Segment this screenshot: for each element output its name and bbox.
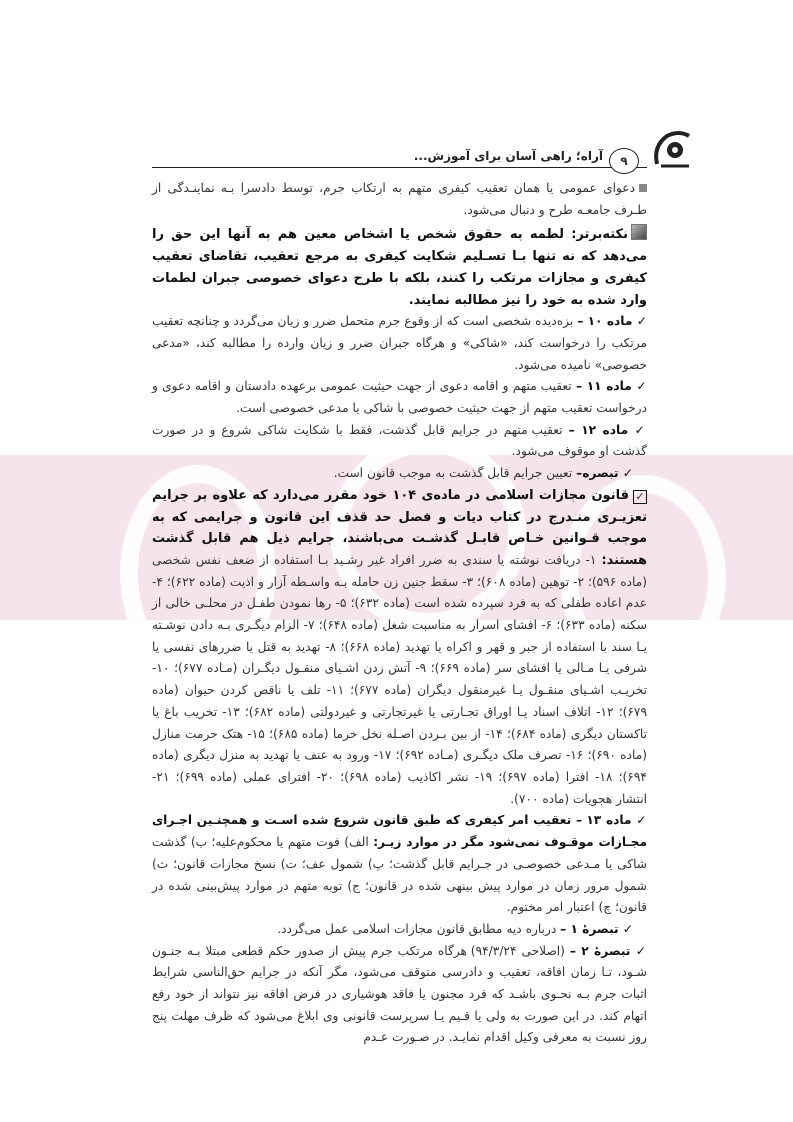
law-104-bold: قانون مجازات اسلامی در ماده‌ی ۱۰۴ خود مقرر می‌دارد که علاوه بر جرایم تعزیـری منـدرج در کتاب دیات و فصل حد قذف این قانون و جرایمی که به موجب قـوانین خـاص قابـل گذشـت می‌باشند، جرایم ذیل هم قابل گذشت هستند: xyxy=(152,487,648,568)
check-icon: ✓ xyxy=(631,813,647,828)
note-tabsare xyxy=(152,463,647,485)
article-12 xyxy=(152,420,647,463)
note-icon xyxy=(631,224,647,240)
tabsare-text: تعیین جرایم قابل گذشت به موجب قانون است. xyxy=(333,466,573,481)
article-13-bold: ماده ۱۳ – تعقیب امر کیفری که طبق قانون شروع شده اسـت و همچنـین اجـرای مجـازات موقـوف نمی‌شود مگر در موارد زیـر: xyxy=(152,813,647,850)
check-icon: ✓ xyxy=(631,379,647,394)
article-10 xyxy=(152,311,647,376)
page-number: ۹ xyxy=(609,148,639,174)
note-text: لطمه به حقوق شخص یا اشخاص معین هم به آنها این حق را می‌دهد که نه تنها بـا تسـلیم شکایت کیفری به مرجع تعقیب، تقاضای تعقیب کیفری و مجازات مرتکب را کنند، بلکه با طرح دعوای خصوصی جبران لطمات وارد شده به خود را نیز مطالبه نمایند. xyxy=(152,227,647,308)
law-104-paragraph xyxy=(152,485,647,811)
page-header xyxy=(150,128,695,168)
note-paragraph xyxy=(152,224,647,311)
tabsare-1-text: درباره دیه مطابق قانون مجازات اسلامی عمل می‌گردد. xyxy=(277,921,557,936)
tabsare-2-label: تبصرهٔ ۲ – xyxy=(569,943,631,958)
article-11 xyxy=(152,376,647,419)
article-12-text: تعقیب متهم در جرایم قابل گذشت، فقط با شکایت شاکی شروع و در صورت گذشت او موقوف می‌شود. xyxy=(152,422,647,459)
law-104-text: ۱- دریافت نوشته یا سندی به ضرر افراد غیر رشـید بـا استفاده از ضعف نفس شخصی (ماده ۵۹۶)؛ ۲- توهین (ماده ۶۰۸)؛ ۳- سقط جنین زن حامله بـه واسـطه آزار و اذیت (ماده ۶۲۲)؛ ۴- عدم اعاده طفلی که به فرد سپرده شده است (ماده ۶۳۲)؛ ۵- رها نمودن طفـل در محلـی خالی از سکنه (ماده ۶۳۳)؛ ۶- افشای اسرار به مناسبت شغل (ماده ۶۴۸)؛ ۷- الزام دیگـری بـه دادن نوشـته یـا سند با استفاده از جبر و قهر و اکراه یا تهدید (ماده ۶۶۸)؛ ۸- تهدید به قتل یا ضررهای نفسی یا شرفی یـا مـالی یا افشای سر (ماده ۶۶۹)؛ ۹- آتش زدن اشـیای منقـول دیگـران (مـاده ۶۷۷)؛ ۱۰- تخریـب اشـیای منقـول یـا غیرمنقول دیگران (ماده ۶۷۷)؛ ۱۱- تلف یا ناقص کردن حیوان (ماده ۶۷۹)؛ ۱۲- اتلاف اسناد یـا اوراق تجـارتی یا غیرتجارتی و غیردولتی (ماده ۶۸۲)؛ ۱۳- تخریب باغ یا تاکستان دیگری (ماده ۶۸۴)؛ ۱۴- از بین بـردن اصـله نخل خرما (ماده ۶۸۵)؛ ۱۵- هتک حرمت منازل (ماده ۶۹۰)؛ ۱۶- تصرف ملک دیگـری (مـاده ۶۹۲)؛ ۱۷- ورود به عنف یا تهدید به منزل دیگری (ماده ۶۹۴)؛ ۱۸- افترا (ماده ۶۹۷)؛ ۱۹- نشر اکاذیب (ماده ۶۹۸)؛ ۲۰- افترای عملی (ماده ۶۹۹)؛ ۲۱- انتشار هجویات (ماده ۷۰۰). xyxy=(152,552,648,806)
intro-paragraph xyxy=(152,178,647,221)
check-icon: ✓ xyxy=(628,422,647,437)
header-rule xyxy=(152,167,647,168)
tabsare-2-text: (اصلاحی ۹۴/۳/۲۴) هرگاه مرتکب جرم پیش از صدور حکم قطعی مبتلا بـه جنـون شـود، تـا زمان افاقه، تعقیب و دادرسی متوقف می‌شود، مگر آنکه در جرایم حق‌الناسی شرایط اثبات جرم بـه نحـوی باشـد که فرد مجنون یا فاقد هوشیاری در فرض افاقه نیز نتواند از خود رفع اتهام کند. در این صورت به ولی یا قـیم یـا سرپرست قانونی وی ابلاغ می‌شود که ظرف مهلت پنج روز نسبت به معرفی وکیل اقدام نمایـد. در صـورت عـدم xyxy=(152,943,647,1045)
tabsare-1 xyxy=(152,919,647,941)
check-icon: ✓ xyxy=(618,921,633,936)
tabsare-2 xyxy=(152,941,647,1050)
running-title: آراه؛ راهی آسان برای آموزش... xyxy=(413,149,603,163)
note-label: نکته‌برتر: xyxy=(571,227,629,243)
tabsare-label: تبصره– xyxy=(576,466,619,481)
article-10-text: بزه‌دیده شخصی است که از وقوع جرم متحمل ضرر و زیان می‌گردد و چنانچه تعقیب مرتکب را درخواست کند، «شاکی» و هرگاه جبران ضرر و زیان وارده را مطالبه کند، «مدعی خصوصی» نامیده می‌شود. xyxy=(152,314,647,372)
article-13-text: الف) فوت متهم یا محکوم‌علیه؛ ب) گذشت شاکی یا مـدعی خصوصـی در جـرایم قابل گذشت؛ پ) شمول عف؛ ت) نسخ مجازات قانون؛ ث) شمول مرور زمان در موارد پیش بینهی شده در قانون؛ ج) توبه متهم در موارد پیش‌بینی شده در قانون؛ چ) اعتبار امر مختوم. xyxy=(152,835,647,915)
article-11-label: ماده ۱۱ – xyxy=(575,379,632,394)
article-10-label: ماده ۱۰ – xyxy=(577,314,633,329)
check-icon: ✓ xyxy=(630,943,647,958)
bullet-square-icon xyxy=(639,184,647,192)
check-icon: ✓ xyxy=(618,466,633,481)
checkbox-icon: ✓ xyxy=(633,490,647,504)
check-icon: ✓ xyxy=(632,314,647,329)
article-12-label: ماده ۱۲ – xyxy=(568,422,629,437)
article-11-text: تعقیب متهم و اقامه دعوی از جهت حیثیت عمومی برعهده دادستان و اقامه دعوی و درخواست تعقیب متهم از جهت حیثیت خصوصی با شاکی یا مدعی خصوصی است. xyxy=(152,379,647,416)
page-body xyxy=(152,178,647,1049)
intro-text: دعوای عمومی یا همان تعقیب کیفری متهم به ارتکاب جرم، توسط دادسرا بـه نماینـدگی از طـرف جامعـه طرح و دنبال می‌شود. xyxy=(152,181,647,217)
article-13 xyxy=(152,810,647,919)
publisher-logo-icon xyxy=(649,126,695,170)
tabsare-1-label: تبصرهٔ ۱ – xyxy=(560,921,619,936)
